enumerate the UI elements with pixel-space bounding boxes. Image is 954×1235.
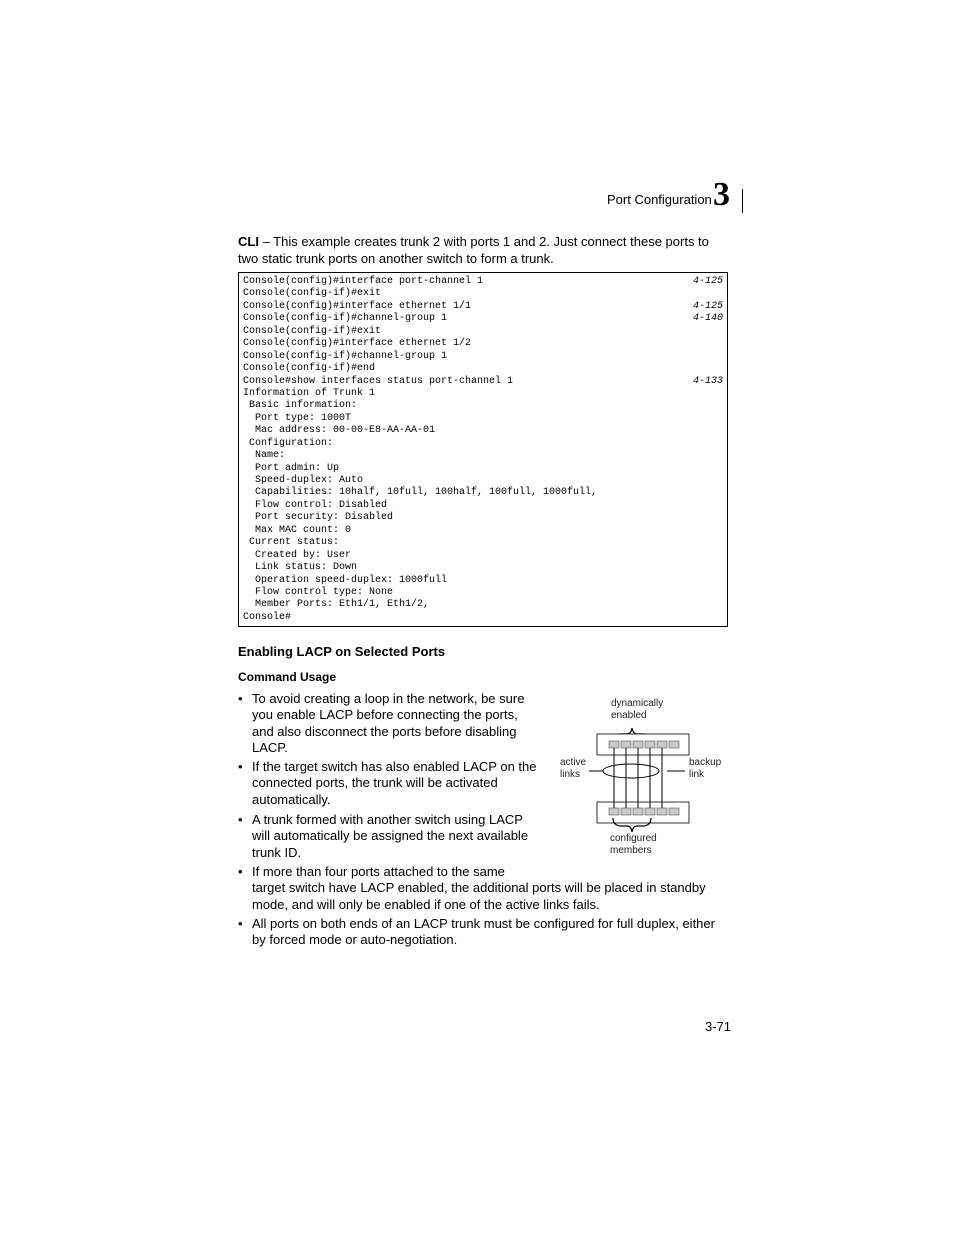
label-active-links xyxy=(560,757,586,780)
code-text: Console(config-if)#exit xyxy=(243,288,382,300)
chapter-number: 3 xyxy=(713,176,730,213)
bullet-text: To avoid creating a loop in the network, be sure you enable LACP before connecting the ports, and also disconnect the ports before disabling LACP. xyxy=(252,691,525,755)
bullet-text: A trunk formed with another switch using LACP will automatically be assigned the next available trunk ID. xyxy=(252,812,529,860)
page-number: 3-71 xyxy=(705,1019,732,1034)
command-usage-heading: Command Usage xyxy=(238,670,337,684)
code-text: Mac address: 00-00-E8-AA-AA-01 xyxy=(243,425,436,437)
code-text: Console(config-if)#end xyxy=(243,363,376,375)
code-text: Console(config)#interface ethernet 1/2 xyxy=(243,338,472,350)
section-heading: Enabling LACP on Selected Ports xyxy=(238,644,446,659)
code-text: Member Ports: Eth1/1, Eth1/2, xyxy=(243,599,430,611)
code-text: Link status: Down xyxy=(243,562,358,574)
label-line: links xyxy=(560,768,581,780)
code-text: Capabilities: 10half, 10full, 100half, 100full, 1000full, xyxy=(243,487,598,499)
code-text: Basic information: xyxy=(243,400,358,412)
code-text: Console#show interfaces status port-channel 1 xyxy=(243,375,514,387)
code-page-reference: 4-133 xyxy=(692,375,723,387)
cli-intro-text: – This example creates trunk 2 with ports 1 and 2. Just connect these ports to two static trunk ports on another switch to form a trunk. xyxy=(238,234,709,266)
code-page-reference: 4-125 xyxy=(692,300,723,312)
bullet-marker: • xyxy=(238,916,243,931)
cli-label: CLI xyxy=(238,234,259,249)
label-line: link xyxy=(689,768,705,780)
label-line: backup xyxy=(689,757,722,768)
bullet-text: If more than four ports attached to the same target switch have LACP enabled, the additional ports will be placed in standby mode, and will only be enabled if one of the active links fails. xyxy=(252,864,706,912)
running-header-title: Port Configuration xyxy=(607,192,712,207)
code-text: Port admin: Up xyxy=(243,462,340,474)
code-page-reference: 4-125 xyxy=(692,276,723,287)
code-text: Console# xyxy=(243,611,292,623)
label-backup-link xyxy=(689,757,721,780)
code-text: Current status: xyxy=(243,537,340,549)
label-line: members xyxy=(610,844,652,856)
code-text: Port security: Disabled xyxy=(243,512,394,524)
label-line: dynamically xyxy=(611,698,664,709)
code-page-reference: 4-140 xyxy=(692,313,723,325)
label-line: active xyxy=(560,757,587,768)
bullet-marker: • xyxy=(238,691,243,706)
code-text: Console(config-if)#exit xyxy=(243,325,382,337)
code-text: Flow control type: None xyxy=(243,586,394,598)
code-text: Information of Trunk 1 xyxy=(243,387,376,399)
code-text: Console(config-if)#channel-group 1 xyxy=(243,350,448,362)
bullet-marker: • xyxy=(238,812,243,827)
code-text: Max MAC count: 0 xyxy=(243,524,352,536)
label-line: enabled xyxy=(611,709,647,721)
bullet-marker: • xyxy=(238,759,243,774)
active-links-ellipse xyxy=(603,764,659,778)
code-text: Name: xyxy=(243,450,286,462)
code-text: Configuration: xyxy=(243,437,334,449)
label-dynamically-enabled xyxy=(611,698,663,721)
bullet-marker: • xyxy=(238,864,243,879)
label-configured-members xyxy=(610,833,657,856)
code-text: Console(config-if)#channel-group 1 xyxy=(243,313,448,325)
code-text: Flow control: Disabled xyxy=(243,499,388,511)
code-text: Port type: 1000T xyxy=(243,412,352,424)
code-text: Created by: User xyxy=(243,549,352,561)
code-text: Console(config)#interface port-channel 1 xyxy=(243,276,484,287)
code-text: Operation speed-duplex: 1000full xyxy=(243,574,448,586)
code-text: Console(config)#interface ethernet 1/1 xyxy=(243,300,472,312)
label-line: configured xyxy=(610,833,657,844)
code-text: Speed-duplex: Auto xyxy=(243,475,364,486)
bullet-text: If the target switch has also enabled LACP on the connected ports, the trunk will be activated automatically. xyxy=(252,759,537,807)
bullet-text: All ports on both ends of an LACP trunk must be configured for full duplex, either by forced mode or auto-negotiation. xyxy=(252,916,715,948)
